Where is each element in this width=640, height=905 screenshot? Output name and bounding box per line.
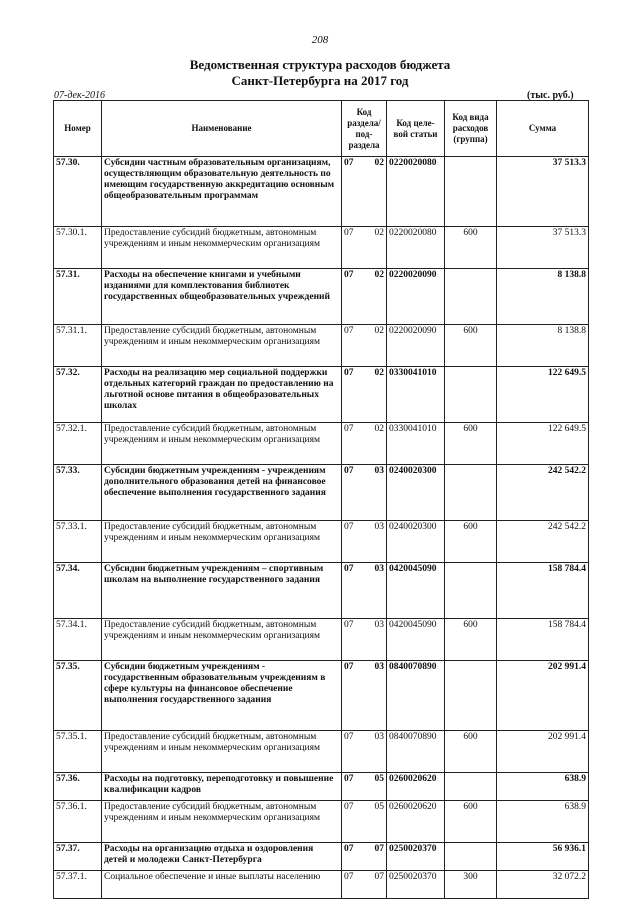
row-expense-type: 600 (445, 521, 497, 563)
row-article: 0840070890 (387, 731, 445, 773)
table-row (54, 157, 589, 227)
row-expense-type (445, 367, 497, 423)
row-subsection: 03 (366, 731, 387, 773)
row-subsection: 02 (366, 227, 387, 269)
row-amount: 8 138.8 (497, 325, 589, 367)
row-expense-type (445, 157, 497, 227)
row-subsection: 03 (366, 563, 387, 619)
table-row (54, 871, 589, 899)
row-article: 0260020620 (387, 801, 445, 843)
row-name: Предоставление субсидий бюджетным, автономным учреждениям и иным некоммерческим организациям (102, 801, 342, 843)
row-subsection: 02 (366, 367, 387, 423)
row-amount: 638.9 (497, 801, 589, 843)
row-expense-type: 600 (445, 619, 497, 661)
document-date: 07-дек-2016 (54, 90, 105, 101)
table-row (54, 563, 589, 619)
row-name: Расходы на организацию отдыха и оздоровления детей и молодежи Санкт-Петербурга (102, 843, 342, 871)
row-name: Расходы на реализацию мер социальной поддержки отдельных категорий граждан по предоставлению на льготной основе питания в общеобразовательных школах (102, 367, 342, 423)
row-section: 07 (342, 619, 366, 661)
row-name: Субсидии бюджетным учреждениям - учреждениям дополнительного образования детей на финансовое обеспечение выполнения государственного задания (102, 465, 342, 521)
row-subsection: 03 (366, 661, 387, 731)
row-expense-type (445, 773, 497, 801)
header-name: Наименование (102, 101, 342, 157)
table-row (54, 269, 589, 325)
title-line-2: Санкт-Петербурга на 2017 год (231, 73, 409, 88)
row-section: 07 (342, 423, 366, 465)
table-row (54, 521, 589, 563)
row-number: 57.33.1. (54, 521, 102, 563)
row-article: 0250020370 (387, 871, 445, 899)
row-subsection: 03 (366, 619, 387, 661)
row-article: 0330041010 (387, 423, 445, 465)
row-section: 07 (342, 269, 366, 325)
row-number: 57.33. (54, 465, 102, 521)
row-article: 0220020090 (387, 325, 445, 367)
row-amount: 202 991.4 (497, 731, 589, 773)
title-line-1: Ведомственная структура расходов бюджета (189, 57, 451, 72)
row-number: 57.37.1. (54, 871, 102, 899)
row-name: Предоставление субсидий бюджетным, автономным учреждениям и иным некоммерческим организациям (102, 731, 342, 773)
row-number: 57.34.1. (54, 619, 102, 661)
row-expense-type (445, 465, 497, 521)
table-row (54, 661, 589, 731)
row-amount: 202 991.4 (497, 661, 589, 731)
row-amount: 8 138.8 (497, 269, 589, 325)
row-name: Расходы на подготовку, переподготовку и повышение квалификации кадров (102, 773, 342, 801)
row-section: 07 (342, 801, 366, 843)
row-subsection: 07 (366, 871, 387, 899)
row-expense-type: 600 (445, 801, 497, 843)
row-name: Предоставление субсидий бюджетным, автономным учреждениям и иным некоммерческим организациям (102, 619, 342, 661)
row-amount: 37 513.3 (497, 157, 589, 227)
table-row (54, 423, 589, 465)
row-name: Предоставление субсидий бюджетным, автономным учреждениям и иным некоммерческим организациям (102, 423, 342, 465)
row-section: 07 (342, 157, 366, 227)
row-amount: 638.9 (497, 773, 589, 801)
row-subsection: 05 (366, 773, 387, 801)
row-section: 07 (342, 325, 366, 367)
row-name: Субсидии бюджетным учреждениям – спортивным школам на выполнение государственного задания (102, 563, 342, 619)
row-subsection: 02 (366, 423, 387, 465)
row-amount: 37 513.3 (497, 227, 589, 269)
table-row (54, 843, 589, 871)
row-number: 57.35. (54, 661, 102, 731)
row-article: 0250020370 (387, 843, 445, 871)
row-article: 0220020090 (387, 269, 445, 325)
row-article: 0260020620 (387, 773, 445, 801)
row-section: 07 (342, 843, 366, 871)
row-number: 57.31.1. (54, 325, 102, 367)
row-article: 0420045090 (387, 563, 445, 619)
table-row (54, 325, 589, 367)
row-article: 0840070890 (387, 661, 445, 731)
row-amount: 158 784.4 (497, 619, 589, 661)
row-amount: 242 542.2 (497, 521, 589, 563)
row-expense-type: 600 (445, 423, 497, 465)
table-row (54, 367, 589, 423)
header-article: Код целе- вой статьи (387, 101, 445, 157)
row-name: Предоставление субсидий бюджетным, автономным учреждениям и иным некоммерческим организациям (102, 521, 342, 563)
row-name: Социальное обеспечение и иные выплаты населению (102, 871, 342, 899)
row-expense-type (445, 661, 497, 731)
row-section: 07 (342, 465, 366, 521)
row-subsection: 02 (366, 157, 387, 227)
row-section: 07 (342, 871, 366, 899)
row-subsection: 03 (366, 465, 387, 521)
row-article: 0220020080 (387, 157, 445, 227)
row-article: 0420045090 (387, 619, 445, 661)
row-amount: 242 542.2 (497, 465, 589, 521)
row-section: 07 (342, 367, 366, 423)
header-amount: Сумма (497, 101, 589, 157)
row-subsection: 02 (366, 325, 387, 367)
table-row (54, 465, 589, 521)
row-expense-type: 300 (445, 871, 497, 899)
row-number: 57.35.1. (54, 731, 102, 773)
table-row (54, 801, 589, 843)
table-header-row (54, 101, 589, 157)
row-article: 0240020300 (387, 521, 445, 563)
row-name: Субсидии бюджетным учреждениям - государственным образовательным учреждениям в сфере культуры на финансовое обеспечение выполнения государственного задания (102, 661, 342, 731)
row-name: Предоставление субсидий бюджетным, автономным учреждениям и иным некоммерческим организациям (102, 227, 342, 269)
row-number: 57.32.1. (54, 423, 102, 465)
row-article: 0240020300 (387, 465, 445, 521)
row-expense-type: 600 (445, 325, 497, 367)
row-number: 57.30. (54, 157, 102, 227)
row-amount: 158 784.4 (497, 563, 589, 619)
header-expense-type: Код вида расходов (группа) (445, 101, 497, 157)
table-row (54, 731, 589, 773)
row-subsection: 07 (366, 843, 387, 871)
row-number: 57.37. (54, 843, 102, 871)
header-section: Код раздела/ под- раздела (342, 101, 387, 157)
row-number: 57.34. (54, 563, 102, 619)
row-subsection: 03 (366, 521, 387, 563)
row-number: 57.30.1. (54, 227, 102, 269)
row-section: 07 (342, 661, 366, 731)
row-subsection: 02 (366, 269, 387, 325)
table-row (54, 773, 589, 801)
row-number: 57.36.1. (54, 801, 102, 843)
row-name: Предоставление субсидий бюджетным, автономным учреждениям и иным некоммерческим организациям (102, 325, 342, 367)
row-expense-type: 600 (445, 731, 497, 773)
row-section: 07 (342, 773, 366, 801)
row-expense-type (445, 269, 497, 325)
row-expense-type: 600 (445, 227, 497, 269)
row-name: Субсидии частным образовательным организациям, осуществляющим образовательную деятельность по имеющим государственную аккредитацию основным общеобразовательным программам (102, 157, 342, 227)
units-label: (тыс. руб.) (527, 90, 574, 101)
row-amount: 122 649.5 (497, 423, 589, 465)
table-row (54, 227, 589, 269)
row-subsection: 05 (366, 801, 387, 843)
header-number: Номер (54, 101, 102, 157)
row-expense-type (445, 563, 497, 619)
budget-table (53, 100, 589, 899)
row-number: 57.31. (54, 269, 102, 325)
row-amount: 32 072.2 (497, 871, 589, 899)
row-number: 57.36. (54, 773, 102, 801)
table-row (54, 619, 589, 661)
row-article: 0220020080 (387, 227, 445, 269)
row-section: 07 (342, 563, 366, 619)
row-section: 07 (342, 731, 366, 773)
row-name: Расходы на обеспечение книгами и учебными изданиями для комплектования библиотек государственных общеобразовательных учреждений (102, 269, 342, 325)
row-section: 07 (342, 521, 366, 563)
row-amount: 122 649.5 (497, 367, 589, 423)
page-number: 208 (311, 34, 329, 46)
row-article: 0330041010 (387, 367, 445, 423)
row-section: 07 (342, 227, 366, 269)
row-amount: 56 936.1 (497, 843, 589, 871)
row-number: 57.32. (54, 367, 102, 423)
document-title (0, 57, 640, 89)
row-expense-type (445, 843, 497, 871)
